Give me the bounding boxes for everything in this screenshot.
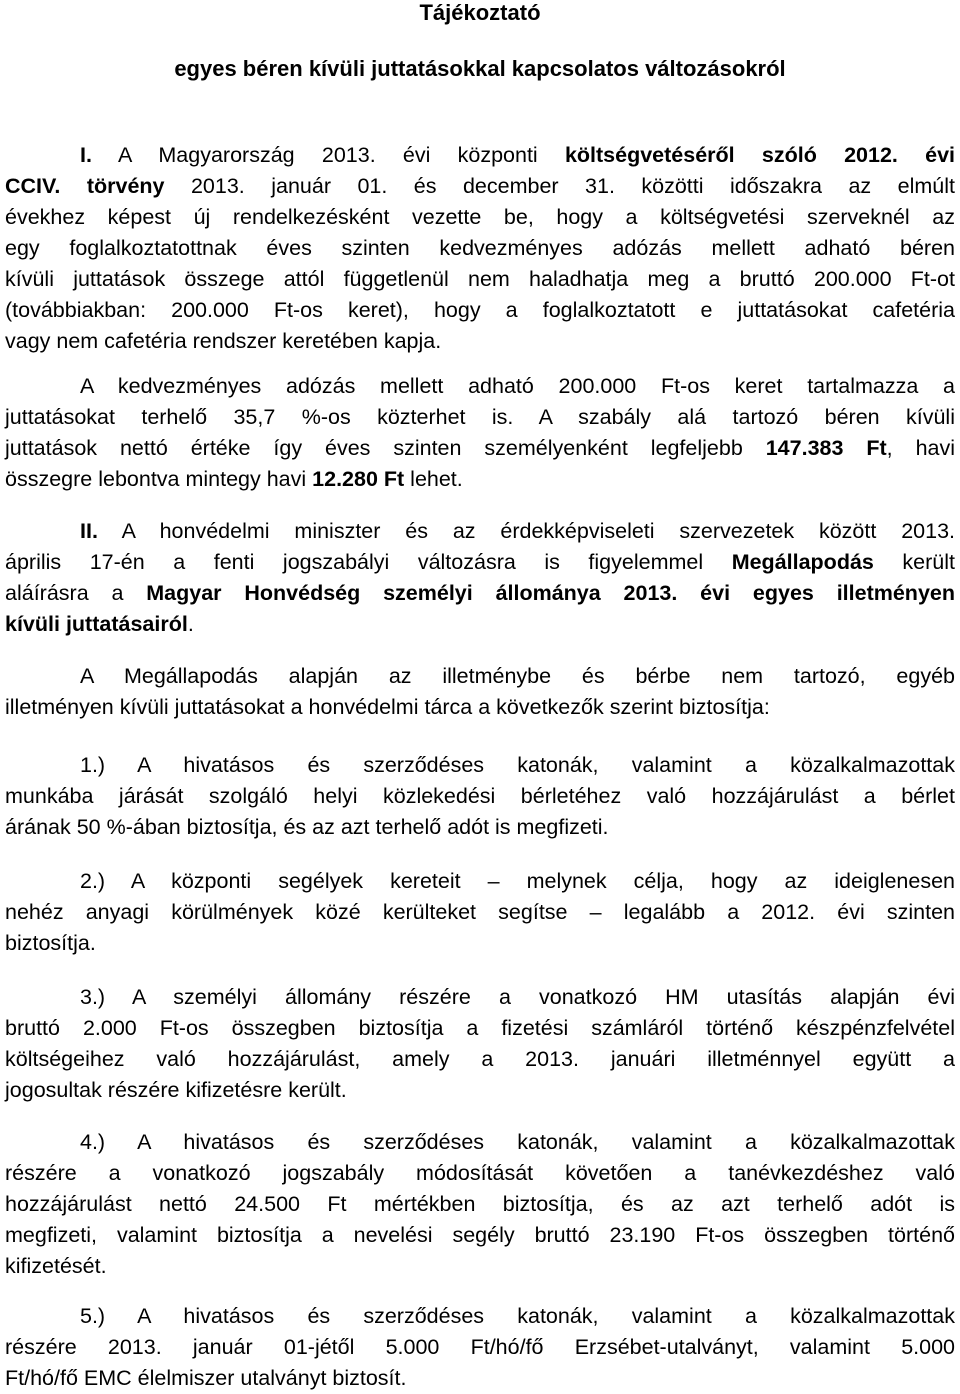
paragraph-line: évekhez képest új rendelkezésként vezette be, hogy a költségvetési szerveknél az [5,205,955,229]
paragraph-line: 3.) A személyi állomány részére a vonatkozó HM utasítás alapján évi [80,985,955,1009]
list-item-2 [5,866,955,959]
paragraph-line: április 17-én a fenti jogszabályi változásra is figyelemmel Megállapodás került [5,550,955,574]
document-title: Tájékoztató [419,0,541,25]
paragraph-line: 4.) A hivatásos és szerződéses katonák, valamint a közalkalmazottak [80,1130,955,1154]
paragraph-line: 2.) A központi segélyek kereteit – melynek célja, hogy az ideiglenesen [80,869,955,893]
paragraph-line: kívüli juttatások összege attól függetlenül nem haladhatja meg a bruttó 200.000 Ft-ot [5,267,955,291]
paragraph-line: nehéz anyagi körülmények közé kerülteket segítse – legalább a 2012. évi szinten [5,900,955,924]
paragraph-line: CCIV. törvény 2013. január 01. és december 31. közötti időszakra az elmúlt [5,174,955,198]
section-1b-paragraph [5,371,955,495]
paragraph-line: biztosítja. [5,931,96,955]
paragraph-line: bruttó 2.000 Ft-os összegben biztosítja a fizetési számláról történő készpénzfelvétel [5,1016,955,1040]
paragraph-line: 1.) A hivatásos és szerződéses katonák, valamint a közalkalmazottak [80,753,955,777]
paragraph-line: egy foglalkoztatottnak éves szinten kedvezményes adózás mellett adható béren [5,236,955,260]
paragraph-line: I. A Magyarország 2013. évi központi költségvetéséről szóló 2012. évi [80,143,955,167]
paragraph-line: A Megállapodás alapján az illetménybe és bérbe nem tartozó, egyéb [80,664,955,688]
paragraph-line: II. A honvédelmi miniszter és az érdekképviseleti szervezetek között 2013. [80,519,955,543]
paragraph-line: megfizeti, valamint biztosítja a nevelési segély bruttó 23.190 Ft-os összegben történő [5,1223,955,1247]
paragraph-line: munkába járását szolgáló helyi közlekedési bérletéhez való hozzájárulást a bérlet [5,784,955,808]
list-item-3 [5,982,955,1106]
document-subtitle: egyes béren kívüli juttatásokkal kapcsolatos változásokról [174,56,786,81]
list-item-4 [5,1127,955,1282]
paragraph-line: hozzájárulást nettó 24.500 Ft mértékben biztosítja, és az azt terhelő adót is [5,1192,955,1216]
paragraph-line: juttatások nettó értéke így éves szinten személyenként legfeljebb 147.383 Ft, havi [5,436,956,460]
paragraph-line: aláírásra a Magyar Honvédség személyi állománya 2013. évi egyes illetményen [5,581,955,605]
paragraph-line: összegre lebontva mintegy havi 12.280 Ft lehet. [5,467,463,491]
paragraph-line: (továbbiakban: 200.000 Ft-os keret), hogy a foglalkoztatott e juttatásokat cafetéria [5,298,955,322]
list-item-5 [5,1301,955,1394]
list-item-1 [5,750,955,843]
paragraph-line: jogosultak részére kifizetésre került. [5,1078,347,1102]
paragraph-line: A kedvezményes adózás mellett adható 200.000 Ft-os keret tartalmazza a [80,374,955,398]
section-3-paragraph [5,661,955,723]
paragraph-line: kifizetését. [5,1254,107,1278]
paragraph-line: 5.) A hivatásos és szerződéses katonák, valamint a közalkalmazottak [80,1304,955,1328]
paragraph-line: juttatásokat terhelő 35,7 %-os közterhet is. A szabály alá tartozó béren kívüli [5,405,955,429]
paragraph-line: költségeihez való hozzájárulást, amely a 2013. januári illetménnyel együtt a [5,1047,955,1071]
paragraph-line: árának 50 %-ában biztosítja, és az azt terhelő adót is megfizeti. [5,815,609,839]
paragraph-line: kívüli juttatásairól. [5,612,194,636]
section-1-paragraph [5,140,955,357]
paragraph-line: vagy nem cafetéria rendszer keretében kapja. [5,329,442,353]
paragraph-line: Ft/hó/fő EMC élelmiszer utalványt biztosít. [5,1366,407,1390]
paragraph-line: részére 2013. január 01-jétől 5.000 Ft/hó/fő Erzsébet-utalványt, valamint 5.000 [5,1335,955,1359]
section-2-paragraph [5,516,955,640]
paragraph-line: részére a vonatkozó jogszabály módosítását követően a tanévkezdéshez való [5,1161,955,1185]
paragraph-line: illetményen kívüli juttatásokat a honvédelmi tárca a következők szerint biztosítja: [5,695,770,719]
